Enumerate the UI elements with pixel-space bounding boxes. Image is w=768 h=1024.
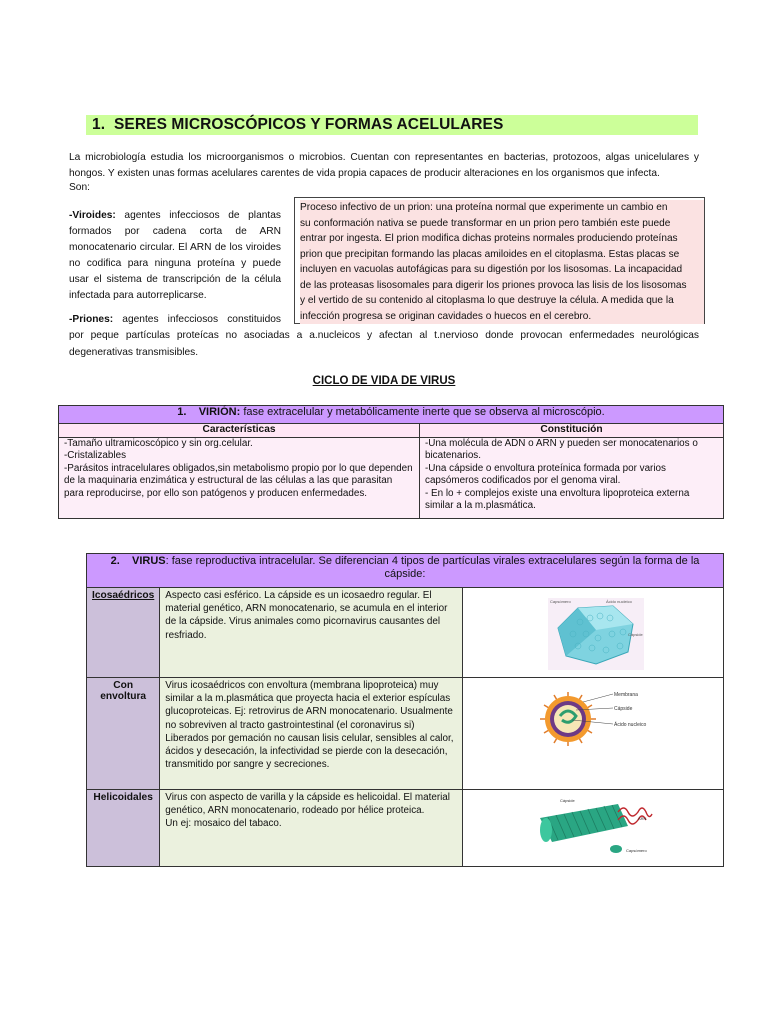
col-caracteristicas: Características	[59, 424, 420, 438]
virus-header-number: 2.	[110, 555, 120, 567]
intro-paragraph: La microbiología estudia los microorganismos o microbios. Cuentan con representantes en bacterias, protozoos, algas unicelulares y hongos. Y existen unas formas acelulares carentes de vida propia capaces de producir alteraciones en los organismos que infecta.	[69, 152, 699, 179]
priones-text-1: agentes infecciosos constituidos	[113, 314, 281, 325]
label-capside: Cápside	[628, 632, 643, 637]
prion-line: su conformación nativa se puede transformar en un prion pero también este puede	[300, 216, 704, 232]
virus-header	[87, 554, 724, 588]
table-row	[87, 588, 724, 678]
icosahedral-virus-illustration	[463, 588, 724, 678]
virion-table	[58, 405, 724, 519]
row-desc-helicoidales	[160, 790, 463, 867]
label-arn: ARN	[638, 816, 647, 821]
caract-line: -Parásitos intracelulares obligados,sin metabolismo propio por lo que dependen de la maquinaria enzimática y estructural de las células a las que parasitan para reproducirse, por ello son patógenos y producen enfermedades.	[64, 462, 413, 499]
heading-text: SERES MICROSCÓPICOS Y FORMAS ACELULARES	[113, 116, 504, 133]
row-desc-con-envoltura: Virus icosaédricos con envoltura (membrana lipoproteica) muy similar a la m.plasmática que proyecta hacia el exterior espículas glucoproteicas. Ej: retrovirus de ARN monocatenario. Usualmente no sobreviven al tracto gastrointestinal (el coronavirus si) Liberados por gemación no causan lisis celular, sensibles al calor, ácidos y desecación, la infectividad se pierde con la desecación, transmitido por sangre y secreciones.	[160, 678, 463, 790]
enveloped-virus-svg	[468, 678, 718, 786]
col-constitucion: Constitución	[420, 424, 724, 438]
prion-line: de las proteasas lisosomales para digerir los priones provoca las lisis de los lisosomas	[300, 278, 704, 294]
virion-header-number: 1.	[177, 406, 187, 418]
ciclo-title: CICLO DE VIDA DE VIRUS	[312, 375, 456, 387]
viroides-paragraph	[69, 208, 281, 304]
helical-capsid	[540, 804, 628, 842]
const-line: - En lo + complejos existe una envoltura lipoproteica externa similar a la m.plasmática.	[425, 487, 690, 512]
viroides-text: agentes infecciosos de plantas formados por cadena corta de ARN monocatenario circular. El ARN de los viroides no codifica para ninguna proteína y puede usar el sistema de transcripción de la célula infectada para autorreplicarse.	[69, 210, 281, 301]
const-line: -Una molécula de ADN o ARN y pueden ser monocatenarios o bicatenarios.	[425, 438, 698, 462]
prion-line: incluyen en vacuolas autofágicas para su digestión por los lisosomas. La incapacidad	[300, 262, 704, 278]
table-row	[87, 678, 724, 790]
intro-tail: Son:	[69, 182, 90, 193]
label-capsomero: Capsómero	[626, 848, 647, 853]
heading-number: 1.	[92, 116, 106, 133]
priones-line-3: degenerativas transmisibles.	[69, 347, 199, 358]
section-heading	[92, 116, 503, 134]
label-acido-nucleico: Ácido nucleico	[606, 599, 632, 604]
row-name-helicoidales: Helicoidales	[87, 790, 160, 867]
row-desc-icosaedricos: Aspecto casi esférico. La cápside es un icosaedro regular. El material genético, ARN monocatenario, se acumula en el interior de la cápside. Virus animales como picornavirus causantes del resfriado.	[160, 588, 463, 678]
virus-header-text: : fase reproductiva intracelular. Se diferencian 4 tipos de partículas virales extracelulares según la forma de la cápside:	[165, 555, 700, 580]
enveloped-virus-illustration	[463, 678, 724, 790]
constitucion-cell	[420, 438, 724, 519]
viroides-label: -Viroides:	[69, 210, 116, 221]
prion-text	[300, 200, 704, 324]
virion-header	[59, 406, 724, 424]
virus-header-bold: VIRUS	[132, 555, 166, 567]
label-acido-nucleico: Ácido nucleico	[614, 722, 647, 728]
prion-line: entrar por ingesta. El prion modifica dichas proteins normales produciendo proteínas	[300, 231, 704, 247]
label-capsomero: Capsómero	[550, 599, 571, 604]
label-pointer	[583, 694, 613, 702]
virion-header-bold: VIRIÓN:	[198, 406, 241, 418]
capsid-end	[540, 818, 552, 842]
icosahedral-virus-svg	[468, 588, 718, 674]
caract-line: -Cristalizables	[64, 450, 127, 462]
helicoidales-line: Virus con aspecto de varilla y la cápside es helicoidal. El material genético, ARN monocatenario, rodeado por hélice proteica.	[165, 792, 450, 817]
label-capside: Cápside	[560, 798, 575, 803]
priones-line-1	[69, 314, 281, 325]
priones-label: -Priones:	[69, 314, 114, 325]
helical-virus-svg	[468, 790, 718, 863]
const-line: -Una cápside o envoltura proteínica formada por varios capsómeros codificados por el genoma viral.	[425, 462, 666, 487]
prion-line: infección progresa se originan cavidades o huecos en el cerebro.	[300, 309, 704, 325]
row-name-icosaedricos: Icosaédricos	[87, 588, 160, 678]
prion-line: Proceso infectivo de un prion: una proteína normal que experimente un cambio en	[300, 200, 704, 216]
priones-line-2: por peque partículas proteícas no asociadas a a.nucleicos y afectan al t.nervioso donde provocan enfermedades neurológicas	[69, 330, 699, 341]
capsomere-unit	[610, 845, 622, 853]
virus-types-table	[86, 553, 724, 867]
capsid-core	[554, 705, 582, 733]
table-row	[87, 790, 724, 867]
helical-virus-illustration	[463, 790, 724, 867]
caracteristicas-cell	[59, 438, 420, 519]
prion-line: prion que precipitan formando las placas amiloides en el citoplasma. Estas placas se	[300, 247, 704, 263]
label-capside: Cápside	[614, 706, 633, 712]
label-membrana: Membrana	[614, 692, 638, 698]
helicoidales-line: Un ej: mosaico del tabaco.	[165, 818, 282, 830]
prion-line: y el vertido de su contenido al citoplasma lo que destruye la célula. A medida que la	[300, 293, 704, 309]
row-name-con-envoltura: Con envoltura	[87, 678, 160, 790]
caract-line: -Tamaño ultramicoscópico y sin org.celular.	[64, 438, 253, 449]
virion-header-text: fase extracelular y metabólicamente inerte que se observa al microscópio.	[240, 406, 605, 418]
